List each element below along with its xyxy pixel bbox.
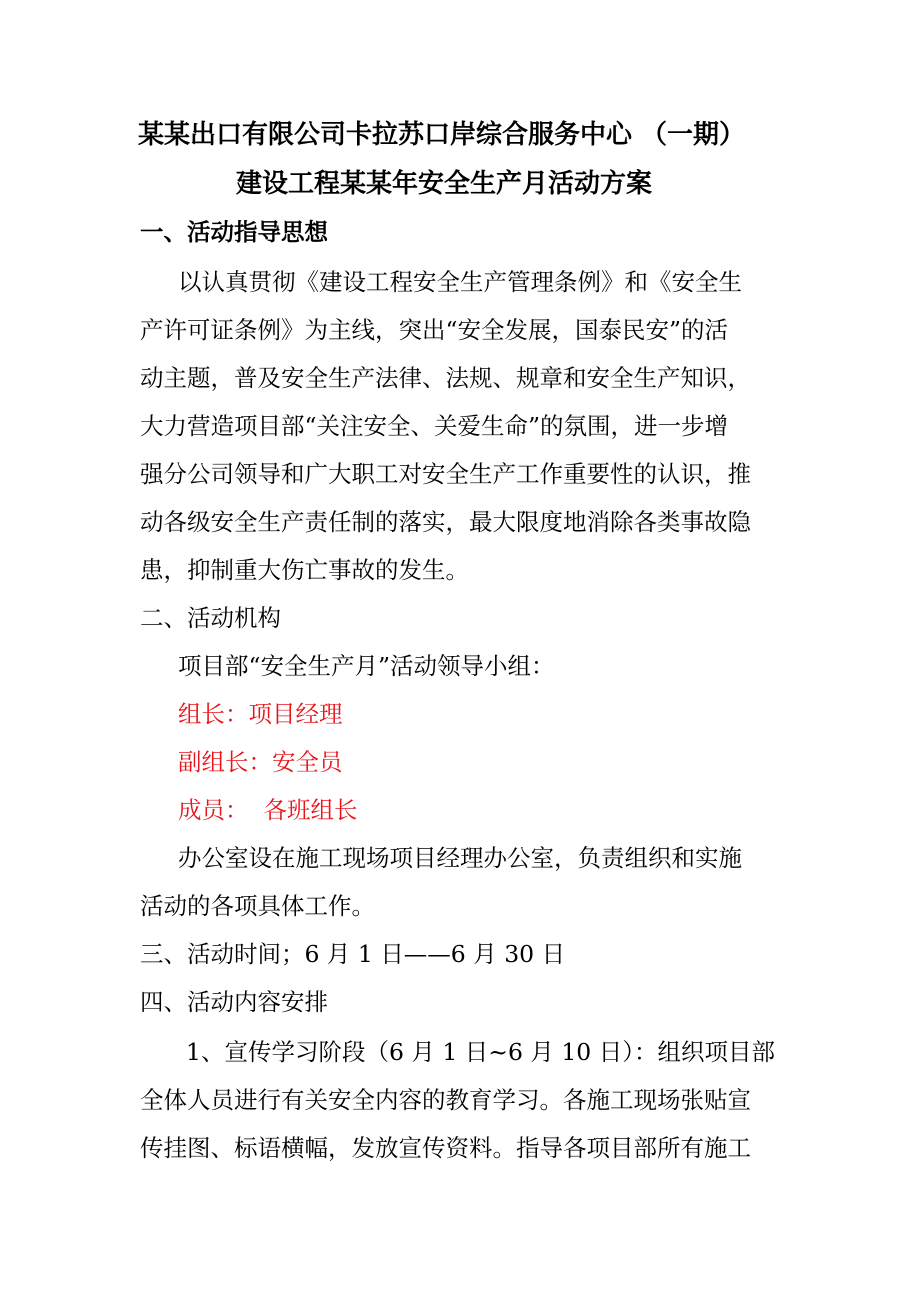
section-1-paragraph-line: 强分公司领导和广大职工对安全生产工作重要性的认识，推 <box>140 460 751 488</box>
section-4-paragraph-line: 传挂图、标语横幅，发放宣传资料。指导各项目部所有施工 <box>140 1134 751 1162</box>
group-deputy-leader: 副组长：安全员 <box>178 748 343 776</box>
section-3-heading: 三、活动时间；6 月 1 日——6 月 30 日 <box>140 940 566 968</box>
section-1-paragraph-line: 患，抑制重大伤亡事故的发生。 <box>140 556 469 584</box>
document-title-line-2: 建设工程某某年安全生产月活动方案 <box>236 169 653 199</box>
section-1-paragraph-line: 以认真贯彻《建设工程安全生产管理条例》和《安全生 <box>178 268 742 296</box>
section-1-paragraph-line: 动各级安全生产责任制的落实，最大限度地消除各类事故隐 <box>140 508 751 536</box>
office-paragraph-line: 办公室设在施工现场项目经理办公室，负责组织和实施 <box>178 844 742 872</box>
group-leader: 组长：项目经理 <box>178 700 343 728</box>
section-2-intro: 项目部“安全生产月”活动领导小组： <box>178 652 555 680</box>
office-paragraph-line: 活动的各项具体工作。 <box>140 892 375 920</box>
section-4-paragraph-line: 全体人员进行有关安全内容的教育学习。各施工现场张贴宣 <box>140 1086 751 1114</box>
section-4-heading: 四、活动内容安排 <box>140 988 328 1016</box>
section-2-heading: 二、活动机构 <box>140 604 281 632</box>
section-4-paragraph-line: 1、宣传学习阶段（6 月 1 日~6 月 10 日）：组织项目部 <box>186 1038 775 1066</box>
document-title-line-1: 某某出口有限公司卡拉苏口岸综合服务中心 （一期） <box>138 120 746 150</box>
group-members: 成员： 各班组长 <box>178 796 358 824</box>
section-1-heading: 一、活动指导思想 <box>140 218 328 246</box>
section-1-paragraph-line: 产许可证条例》为主线，突出“安全发展，国泰民安”的活 <box>140 316 729 344</box>
section-1-paragraph-line: 动主题，普及安全生产法律、法规、规章和安全生产知识， <box>140 364 751 392</box>
section-1-paragraph-line: 大力营造项目部“关注安全、关爱生命”的氛围，进一步增 <box>140 412 729 440</box>
